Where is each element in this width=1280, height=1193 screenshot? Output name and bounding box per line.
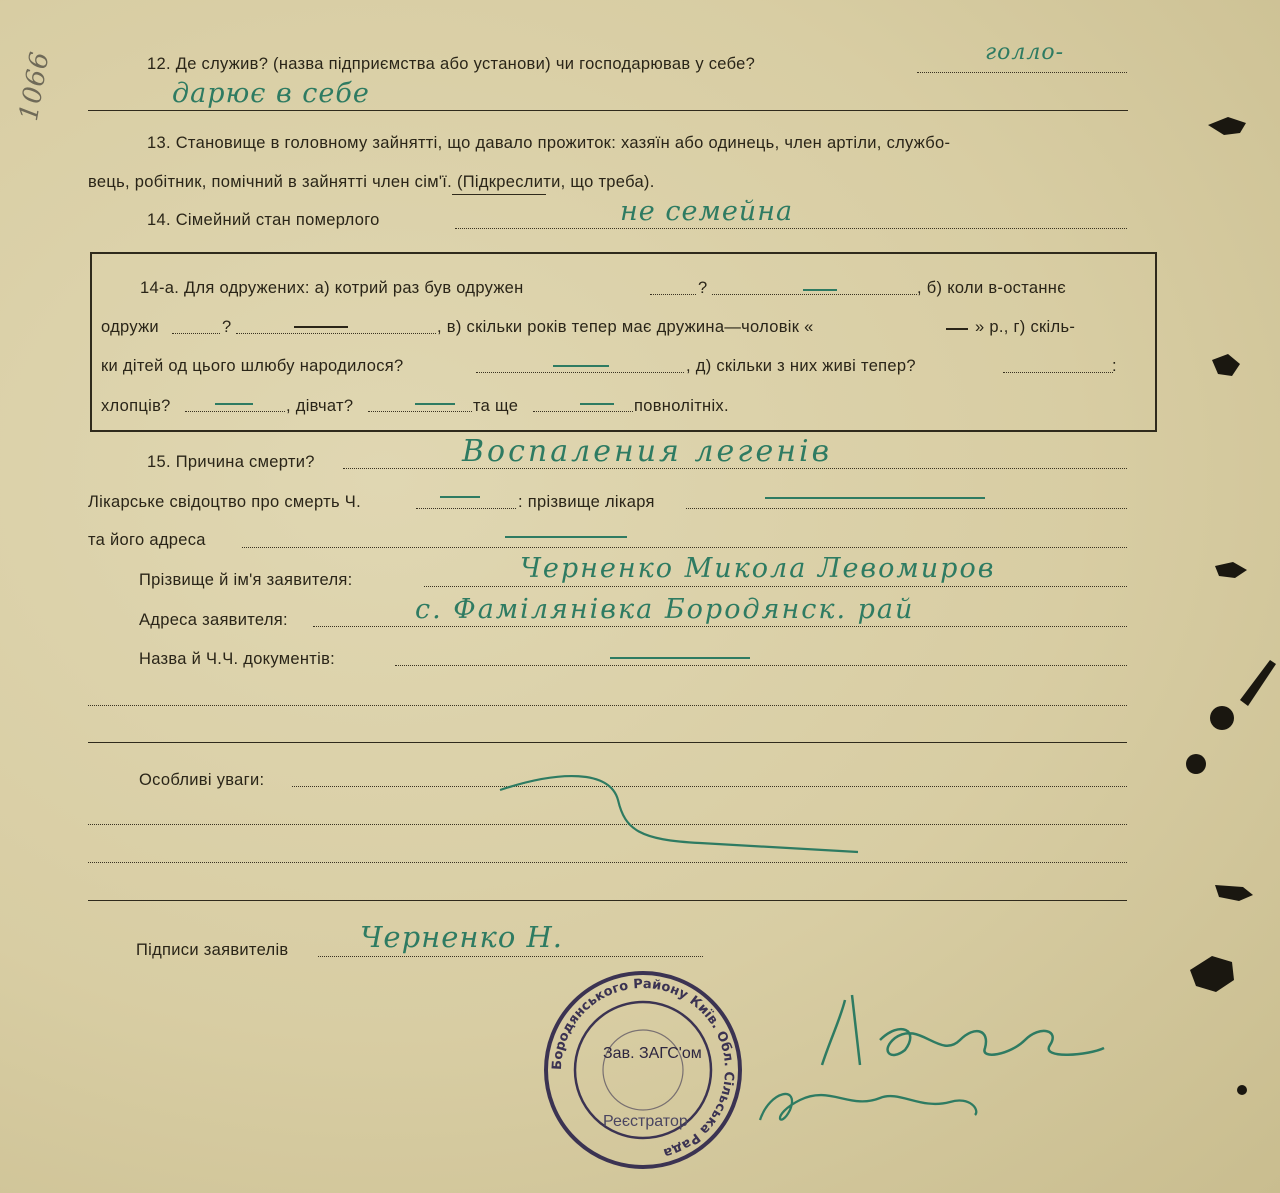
stamp-text: Бородянського Району Київ. Обл. Сільська Рада <box>549 976 737 1161</box>
item14a-line2a: одружи <box>101 318 159 336</box>
registrar-label: Реєстратор <box>603 1113 688 1130</box>
doctor-address-label: та його адреса <box>88 531 206 549</box>
remarks-label: Особливі уваги: <box>139 771 265 789</box>
item14a-line3b: , д) скільки з них живі тепер? <box>686 357 916 375</box>
head-label: Зав. ЗАГС'ом <box>603 1045 702 1062</box>
item13-line1: 13. Становище в головному зайнятті, що давало прожиток: хазяїн або одинець, член артіли, службо- <box>147 134 951 152</box>
item14a-line4d: повнолітніх. <box>634 397 729 415</box>
applicant-address-value: с. Фамілянівка Бородянск. рай <box>415 594 915 625</box>
applicant-name-value: Черненко Микола Левомиров <box>520 553 996 584</box>
item12-label: 12. Де служив? (назва підприємства або установи) чи господарював у себе? <box>147 55 756 73</box>
item14a-line3a: ки дітей од цього шлюбу народилося? <box>101 357 404 375</box>
item14a-line4a: хлопців? <box>101 397 171 415</box>
applicant-address-label: Адреса заявителя: <box>139 611 288 629</box>
applicant-docs-label: Назва й Ч.Ч. документів: <box>139 650 336 668</box>
item13-line2: вець, робітник, помічний в зайнятті член сім'ї. (Підкреслити, що треба). <box>88 173 655 191</box>
applicant-name-label: Прізвище й ім'я заявителя: <box>139 571 353 589</box>
item14a-line2b: , в) скільки років тепер має дружина—чоловік « <box>437 318 814 336</box>
item15-label: 15. Причина смерти? <box>147 453 315 471</box>
item12-answer-1: голло- <box>985 40 1065 65</box>
doctor-label2: : прізвище лікаря <box>518 493 655 511</box>
signatures-value: Черненко Н. <box>360 920 564 954</box>
item14a-line1a: 14-а. Для одружених: а) котрий раз був одружен <box>140 279 524 297</box>
item14-answer: не семейна <box>620 196 794 227</box>
item14-label: 14. Сімейний стан померлого <box>147 211 380 229</box>
item15-answer: Воспаления легенів <box>462 434 833 469</box>
item14a-line1b: , б) коли в-останнє <box>917 279 1066 297</box>
item14a-q1: ? <box>698 279 708 297</box>
signatures-label: Підписи заявителів <box>136 941 289 959</box>
doctor-label: Лікарське свідоцтво про смерть Ч. <box>88 493 361 511</box>
item14a-line3c: : <box>1112 357 1117 375</box>
item14a-line2c: » р., г) скіль- <box>975 318 1076 336</box>
item14a-line4b: , дівчат? <box>286 397 354 415</box>
item14a-q2: ? <box>222 318 232 336</box>
item12-answer-2: дарює в себе <box>172 78 370 109</box>
item14a-line4c: та ще <box>473 397 519 415</box>
margin-note: 1066 <box>14 48 56 124</box>
